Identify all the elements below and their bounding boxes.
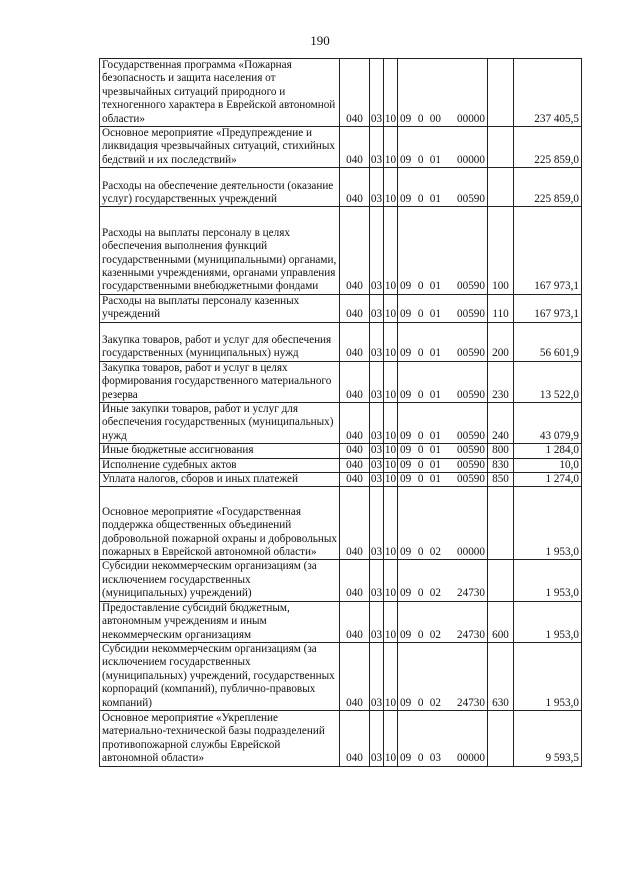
csr-direction: 00000: [457, 752, 485, 765]
row-section-code: 03: [370, 642, 384, 710]
table-row: [100, 560, 582, 601]
csr-direction: 24730: [457, 628, 485, 641]
csr-subprogram: 0: [417, 193, 424, 206]
row-target-article: [398, 403, 488, 444]
csr-event: 03: [429, 752, 441, 765]
row-name: Расходы на выплаты персоналу казенных учреждений: [100, 294, 340, 322]
csr-subprogram: 0: [417, 429, 424, 442]
row-section-code: 03: [370, 601, 384, 642]
table-row: [100, 601, 582, 642]
csr-event: 02: [429, 628, 441, 641]
row-name: Государственная программа «Пожарная безопасность и защита населения от чрезвычайных ситуаций природного и техногенного характера в Еврейской автономной области»: [100, 59, 340, 127]
table-row: [100, 444, 582, 458]
row-expense-type: [488, 59, 514, 127]
row-subsection-code: 10: [384, 322, 398, 361]
csr-program: 09: [400, 587, 412, 600]
csr-direction: 00590: [457, 444, 485, 457]
row-sum: 1 953,0: [514, 642, 582, 710]
row-subsection-code: 10: [384, 642, 398, 710]
csr-program: 09: [400, 429, 412, 442]
csr-subprogram: 0: [417, 752, 424, 765]
row-target-article: [398, 710, 488, 766]
row-section-code: 03: [370, 710, 384, 766]
budget-table: [99, 58, 582, 767]
row-ved-code: 040: [340, 207, 370, 294]
row-name: Закупка товаров, работ и услуг для обеспечения государственных (муниципальных) нужд: [100, 322, 340, 361]
table-row: [100, 207, 582, 294]
csr-subprogram: 0: [417, 696, 424, 709]
row-target-article: [398, 458, 488, 472]
row-subsection-code: 10: [384, 294, 398, 322]
csr-subprogram: 0: [417, 347, 424, 360]
row-name: Расходы на выплаты персоналу в целях обеспечения выполнения функций государственными (муниципальными) органами, казенными учреждениями, органами управления государственными внебюджетными фондами: [100, 207, 340, 294]
csr-event: 01: [429, 280, 441, 293]
row-target-article: [398, 487, 488, 560]
row-section-code: 03: [370, 127, 384, 168]
row-ved-code: 040: [340, 444, 370, 458]
row-sum: 167 973,1: [514, 207, 582, 294]
table-row: [100, 710, 582, 766]
csr-event: 01: [429, 458, 441, 471]
csr-program: 09: [400, 696, 412, 709]
row-ved-code: 040: [340, 487, 370, 560]
row-target-article: [398, 361, 488, 402]
row-sum: 225 859,0: [514, 168, 582, 207]
csr-subprogram: 0: [417, 308, 424, 321]
row-section-code: 03: [370, 458, 383, 471]
csr-event: 01: [429, 193, 441, 206]
row-name: Основное мероприятие «Укрепление материально-технической базы подразделений противопожарной службы Еврейской автономной области»: [100, 710, 340, 766]
csr-program: 09: [400, 347, 412, 360]
row-ved-code: 040: [340, 168, 370, 207]
row-expense-type: 830: [488, 458, 514, 472]
table-row: [100, 642, 582, 710]
csr-subprogram: 0: [417, 444, 424, 457]
csr-direction: 00590: [457, 388, 485, 401]
table-row: [100, 403, 582, 444]
row-name: Основное мероприятие «Предупреждение и ликвидация чрезвычайных ситуаций, стихийных бедствий и их последствий»: [100, 127, 340, 168]
csr-direction: 00000: [457, 546, 485, 559]
csr-program: 09: [400, 473, 412, 486]
row-expense-type: 110: [488, 294, 514, 322]
row-subsection-code: 10: [384, 444, 397, 457]
csr-event: 01: [429, 429, 441, 442]
row-expense-type: [488, 487, 514, 560]
row-name: Исполнение судебных актов: [100, 458, 340, 472]
csr-subprogram: 0: [417, 473, 424, 486]
csr-direction: 00590: [457, 429, 485, 442]
csr-direction: 00000: [457, 112, 485, 125]
row-sum: 1 284,0: [514, 444, 582, 458]
csr-event: 02: [429, 696, 441, 709]
row-name: Субсидии некоммерческим организациям (за исключением государственных (муниципальных) учреждений, государственных корпораций (компаний), публично-правовых компаний): [100, 642, 340, 710]
csr-program: 09: [400, 444, 412, 457]
row-ved-code: 040: [340, 601, 370, 642]
page-number: 190: [310, 33, 330, 48]
row-target-article: [398, 322, 488, 361]
csr-subprogram: 0: [417, 458, 424, 471]
row-ved-code: 040: [340, 322, 370, 361]
row-expense-type: 100: [488, 207, 514, 294]
row-section-code: 03: [370, 473, 383, 486]
row-sum: 9 593,5: [514, 710, 582, 766]
row-sum: 1 953,0: [514, 487, 582, 560]
row-sum: 13 522,0: [514, 361, 582, 402]
csr-direction: 24730: [457, 587, 485, 600]
csr-direction: 00590: [457, 193, 485, 206]
row-expense-type: 240: [488, 403, 514, 444]
csr-subprogram: 0: [417, 153, 424, 166]
row-name: Уплата налогов, сборов и иных платежей: [100, 473, 340, 487]
row-expense-type: 600: [488, 601, 514, 642]
row-expense-type: [488, 560, 514, 601]
csr-event: 00: [429, 112, 441, 125]
row-expense-type: 230: [488, 361, 514, 402]
table-row: [100, 361, 582, 402]
row-name: Расходы на обеспечение деятельности (оказание услуг) государственных учреждений: [100, 168, 340, 207]
row-ved-code: 040: [340, 59, 370, 127]
row-subsection-code: 10: [384, 127, 398, 168]
row-name: Закупка товаров, работ и услуг в целях формирования государственного материального резерва: [100, 361, 340, 402]
csr-program: 09: [400, 280, 412, 293]
csr-subprogram: 0: [417, 280, 424, 293]
row-target-article: [398, 642, 488, 710]
row-name: Субсидии некоммерческим организациям (за исключением государственных (муниципальных) учреждений): [100, 560, 340, 601]
row-subsection-code: 10: [384, 458, 397, 471]
row-subsection-code: 10: [384, 487, 398, 560]
row-subsection-code: 10: [384, 403, 398, 444]
row-target-article: [398, 127, 488, 168]
row-sum: 167 973,1: [514, 294, 582, 322]
row-ved-code: 040: [340, 642, 370, 710]
row-section-code: 03: [370, 560, 384, 601]
csr-direction: 24730: [457, 696, 485, 709]
table-row: [100, 127, 582, 168]
row-subsection-code: 10: [384, 473, 397, 486]
row-section-code: 03: [370, 294, 384, 322]
row-sum: 10,0: [514, 458, 582, 472]
row-ved-code: 040: [340, 560, 370, 601]
row-expense-type: 630: [488, 642, 514, 710]
row-section-code: 03: [370, 361, 384, 402]
csr-program: 09: [400, 752, 412, 765]
row-expense-type: [488, 127, 514, 168]
row-subsection-code: 10: [384, 601, 398, 642]
row-expense-type: 200: [488, 322, 514, 361]
csr-direction: 00590: [457, 458, 485, 471]
csr-program: 09: [400, 112, 412, 125]
row-target-article: [398, 560, 488, 601]
row-expense-type: 850: [488, 473, 514, 487]
row-subsection-code: 10: [384, 560, 398, 601]
row-subsection-code: 10: [384, 168, 398, 207]
csr-subprogram: 0: [417, 546, 424, 559]
row-section-code: 03: [370, 487, 384, 560]
row-target-article: [398, 168, 488, 207]
row-section-code: 03: [370, 207, 384, 294]
table-row: [100, 458, 582, 472]
csr-subprogram: 0: [417, 112, 424, 125]
row-section-code: 03: [370, 168, 384, 207]
row-name: Основное мероприятие «Государственная поддержка общественных объединений добровольной пожарной охраны и добровольных пожарных в Еврейской автономной области»: [100, 487, 340, 560]
table-row: [100, 59, 582, 127]
table-row: [100, 168, 582, 207]
row-ved-code: 040: [340, 458, 370, 472]
row-target-article: [398, 294, 488, 322]
row-name: Иные закупки товаров, работ и услуг для обеспечения государственных (муниципальных) нужд: [100, 403, 340, 444]
table-row: [100, 294, 582, 322]
csr-program: 09: [400, 458, 412, 471]
csr-direction: 00590: [457, 308, 485, 321]
csr-direction: 00590: [457, 347, 485, 360]
row-sum: 1 953,0: [514, 601, 582, 642]
csr-event: 02: [429, 546, 441, 559]
csr-event: 01: [429, 347, 441, 360]
csr-direction: 00590: [457, 473, 485, 486]
row-ved-code: 040: [340, 361, 370, 402]
table-row: [100, 487, 582, 560]
row-target-article: [398, 59, 488, 127]
csr-event: 01: [429, 388, 441, 401]
csr-event: 01: [429, 473, 441, 486]
csr-event: 01: [429, 153, 441, 166]
row-sum: 1 953,0: [514, 560, 582, 601]
row-sum: 237 405,5: [514, 59, 582, 127]
row-section-code: 03: [370, 59, 384, 127]
table-row: [100, 322, 582, 361]
csr-program: 09: [400, 546, 412, 559]
csr-direction: 00590: [457, 280, 485, 293]
row-target-article: [398, 473, 488, 487]
csr-subprogram: 0: [417, 587, 424, 600]
csr-direction: 00000: [457, 153, 485, 166]
row-ved-code: 040: [340, 403, 370, 444]
row-sum: 43 079,9: [514, 403, 582, 444]
row-subsection-code: 10: [384, 207, 398, 294]
row-subsection-code: 10: [384, 710, 398, 766]
csr-subprogram: 0: [417, 388, 424, 401]
csr-program: 09: [400, 308, 412, 321]
row-expense-type: [488, 710, 514, 766]
row-target-article: [398, 207, 488, 294]
csr-program: 09: [400, 628, 412, 641]
row-sum: 1 274,0: [514, 473, 582, 487]
table-row: [100, 473, 582, 487]
row-name: Иные бюджетные ассигнования: [100, 444, 340, 458]
csr-event: 02: [429, 587, 441, 600]
csr-program: 09: [400, 388, 412, 401]
row-ved-code: 040: [340, 127, 370, 168]
row-ved-code: 040: [340, 473, 370, 487]
row-subsection-code: 10: [384, 59, 398, 127]
row-target-article: [398, 444, 488, 458]
row-section-code: 03: [370, 444, 383, 457]
row-expense-type: 800: [488, 444, 514, 458]
csr-program: 09: [400, 193, 412, 206]
row-expense-type: [488, 168, 514, 207]
row-name: Предоставление субсидий бюджетным, автономным учреждениям и иным некоммерческим организациям: [100, 601, 340, 642]
row-subsection-code: 10: [384, 361, 398, 402]
row-sum: 56 601,9: [514, 322, 582, 361]
row-sum: 225 859,0: [514, 127, 582, 168]
row-ved-code: 040: [340, 294, 370, 322]
csr-event: 01: [429, 308, 441, 321]
row-target-article: [398, 601, 488, 642]
csr-program: 09: [400, 153, 412, 166]
row-section-code: 03: [370, 403, 384, 444]
csr-subprogram: 0: [417, 628, 424, 641]
row-section-code: 03: [370, 322, 384, 361]
row-ved-code: 040: [340, 710, 370, 766]
csr-event: 01: [429, 444, 441, 457]
